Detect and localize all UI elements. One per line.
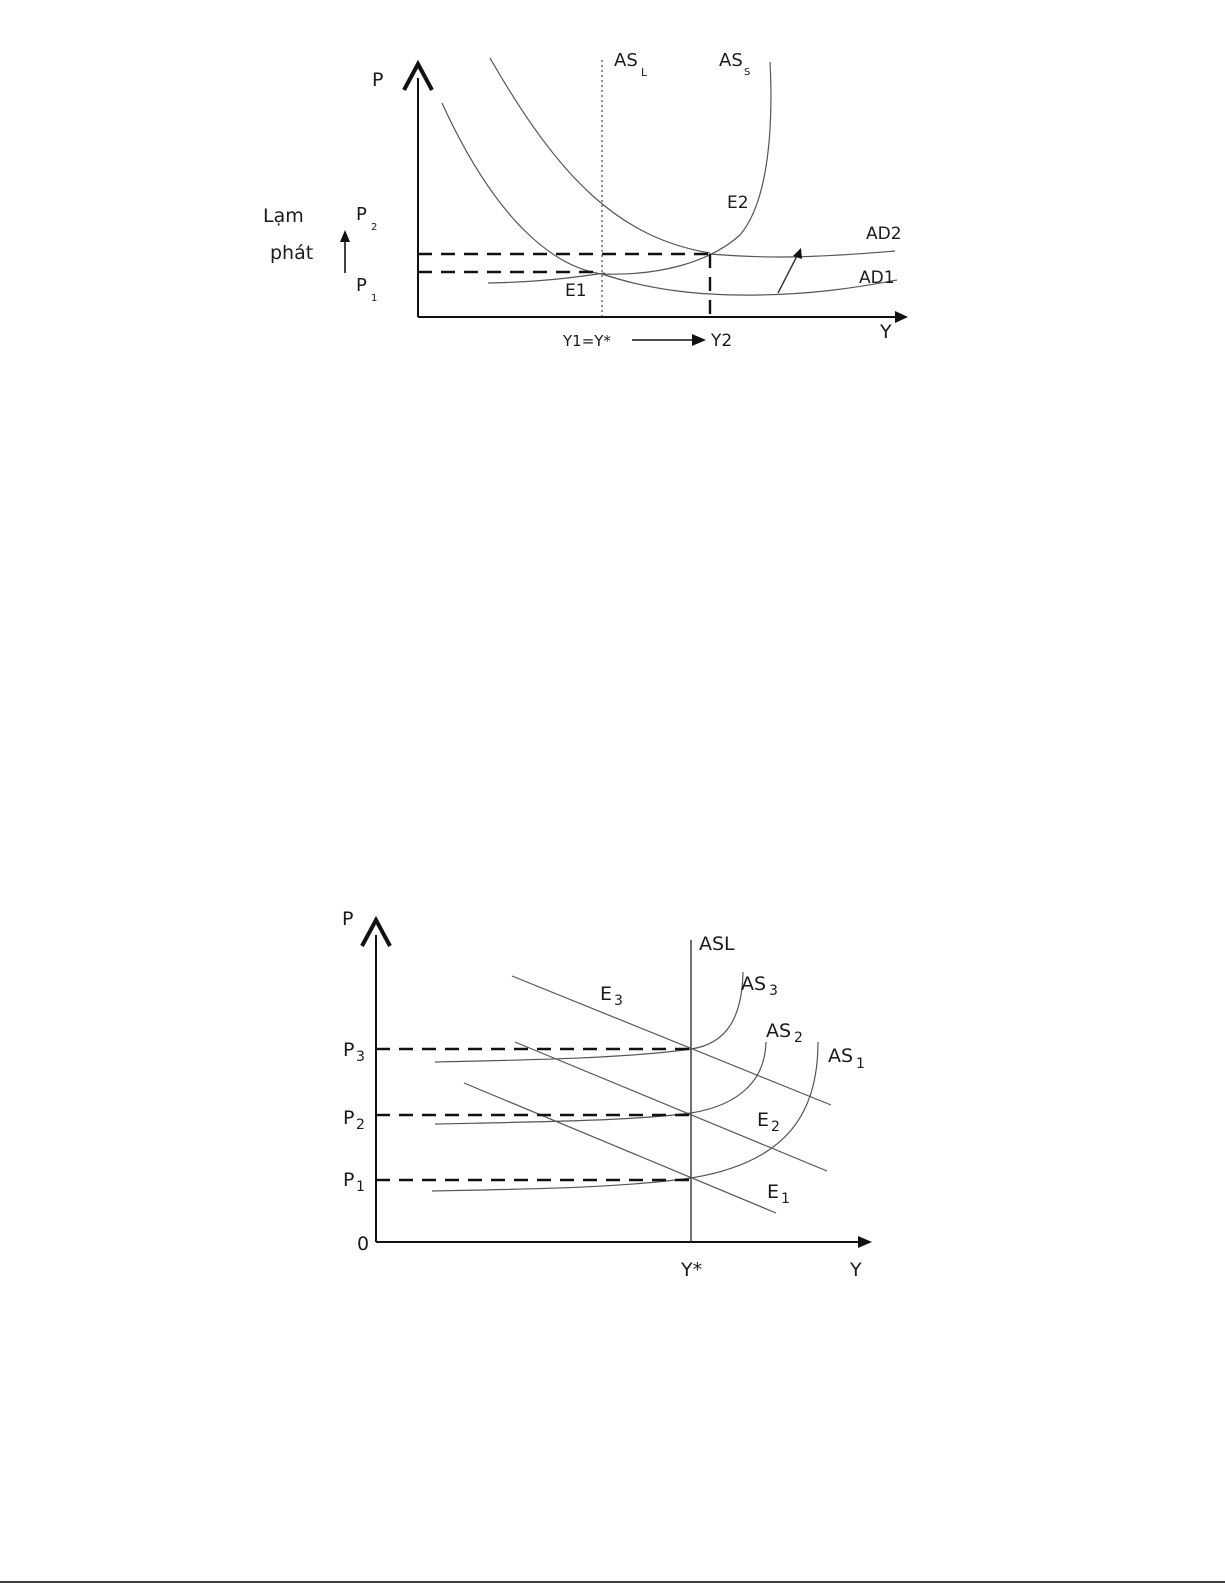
d2-p2-label-sub: 2 xyxy=(356,1117,365,1133)
d1-ad2-label: AD2 xyxy=(866,224,902,244)
d2-as2-curve xyxy=(435,1042,766,1124)
d2-ad2-line xyxy=(515,1042,827,1171)
d1-ad2-curve xyxy=(710,251,895,257)
d2-x-axis-arrow xyxy=(858,1236,872,1248)
d1-x-axis-label: Y xyxy=(880,321,892,343)
d1-p2-label-sub: 2 xyxy=(371,222,378,233)
d1-y2-label: Y2 xyxy=(711,331,733,351)
d1-as-short-label-sub: S xyxy=(744,67,751,78)
d2-y-axis-label: P xyxy=(342,908,354,930)
d1-ad1-left-curve xyxy=(488,273,605,283)
d1-p2-label: P xyxy=(356,204,367,225)
d1-e2-label: E2 xyxy=(727,193,749,213)
diagram-inflation-cost-push xyxy=(342,908,872,1281)
d2-as2-label: AS xyxy=(766,1020,792,1042)
d2-e3-label-sub: 3 xyxy=(614,993,623,1009)
d1-inflation-arrow-head xyxy=(340,230,350,242)
d2-e3-label: E xyxy=(600,983,613,1005)
d2-e1-label-sub: 1 xyxy=(781,1191,790,1207)
d1-as-short-curve xyxy=(442,62,771,274)
d2-ad1-line xyxy=(464,1083,776,1213)
d1-y1-label: Y1=Y* xyxy=(563,332,611,350)
d1-p1-label-sub: 1 xyxy=(371,293,378,304)
d1-e1-label: E1 xyxy=(565,281,587,301)
d2-p3-label-sub: 3 xyxy=(356,1049,365,1065)
d2-asl-label: ASL xyxy=(699,933,735,955)
d2-as3-label: AS xyxy=(741,973,767,995)
d1-inflation-label-line2: phát xyxy=(270,242,314,264)
d1-ad1-curve xyxy=(602,274,897,295)
d2-e2-label-sub: 2 xyxy=(771,1119,780,1135)
d1-x-axis-arrow xyxy=(895,311,908,323)
d2-as1-label: AS xyxy=(828,1045,854,1067)
d2-p1-label-sub: 1 xyxy=(356,1179,365,1195)
d2-origin-label: 0 xyxy=(357,1233,370,1255)
d2-p1-label: P xyxy=(343,1169,355,1191)
d1-p1-label: P xyxy=(356,275,367,296)
d1-as-short-curve-upper xyxy=(490,58,710,253)
d2-as2-label-sub: 2 xyxy=(794,1030,803,1046)
d2-p3-label: P xyxy=(343,1039,355,1061)
d2-x-axis-label: Y xyxy=(850,1259,862,1281)
d1-ad1-label: AD1 xyxy=(859,268,895,288)
d2-p2-label: P xyxy=(343,1107,355,1129)
d2-e2-label: E xyxy=(757,1109,770,1131)
d1-as-long-label: AS xyxy=(614,50,638,71)
d1-as-short-label: AS xyxy=(719,50,743,71)
d1-shift-arrow-line xyxy=(778,254,798,293)
d2-as3-label-sub: 3 xyxy=(769,983,778,999)
d1-output-arrow-head xyxy=(692,334,706,346)
diagram-inflation-demand-pull xyxy=(263,50,908,351)
d1-as-long-label-sub: L xyxy=(641,66,648,79)
d1-inflation-label-line1: Lạm xyxy=(263,205,304,227)
d1-y-axis-label: P xyxy=(372,69,384,91)
d2-e1-label: E xyxy=(767,1181,780,1203)
d2-as1-label-sub: 1 xyxy=(856,1056,865,1072)
d2-ystar-label: Y* xyxy=(681,1259,703,1281)
